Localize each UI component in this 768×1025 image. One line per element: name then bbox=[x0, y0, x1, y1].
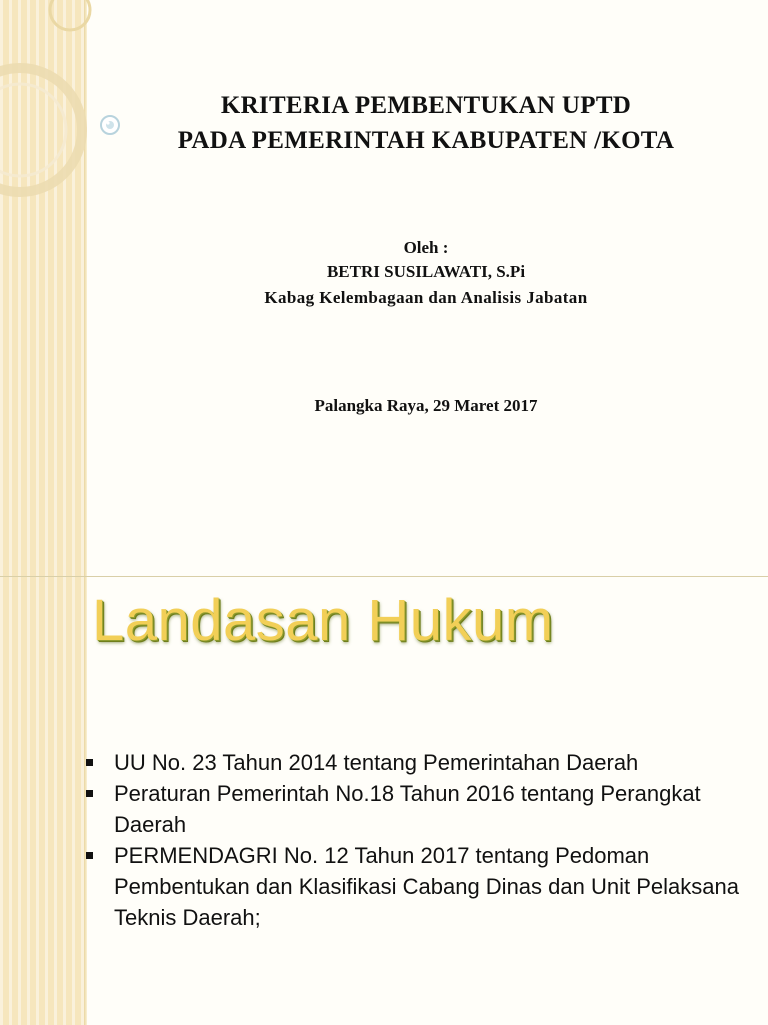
bullet-square-icon bbox=[86, 852, 93, 859]
title-line-2: PADA PEMERINTAH KABUPATEN /KOTA bbox=[177, 127, 675, 154]
decorative-stripe bbox=[0, 577, 84, 1025]
author-name: BETRI SUSILAWATI, S.Pi bbox=[326, 262, 526, 281]
place-date: Palangka Raya, 29 Maret 2017 bbox=[314, 396, 538, 415]
by-label: Oleh : bbox=[403, 238, 449, 257]
bullet-square-icon bbox=[86, 790, 93, 797]
bullet-square-icon bbox=[86, 759, 93, 766]
legal-basis-slide bbox=[0, 576, 768, 1025]
list-item-text: Peraturan Pemerintah No.18 Tahun 2016 tentang Perangkat Daerah bbox=[114, 781, 701, 837]
list-item-text: UU No. 23 Tahun 2014 tentang Pemerintahan Daerah bbox=[114, 750, 639, 775]
author-position: Kabag Kelembagaan dan Analisis Jabatan bbox=[264, 288, 588, 307]
list-item bbox=[84, 778, 764, 840]
slide-heading: Landasan Hukum bbox=[92, 588, 554, 653]
list-item bbox=[84, 840, 764, 933]
title-line-1: KRITERIA PEMBENTUKAN UPTD bbox=[220, 92, 632, 119]
list-item bbox=[84, 747, 764, 778]
legal-basis-list bbox=[84, 747, 764, 933]
list-item-text: PERMENDAGRI No. 12 Tahun 2017 tentang Pedoman Pembentukan dan Klasifikasi Cabang Dinas dan Unit Pelaksana Teknis Daerah; bbox=[114, 843, 739, 930]
